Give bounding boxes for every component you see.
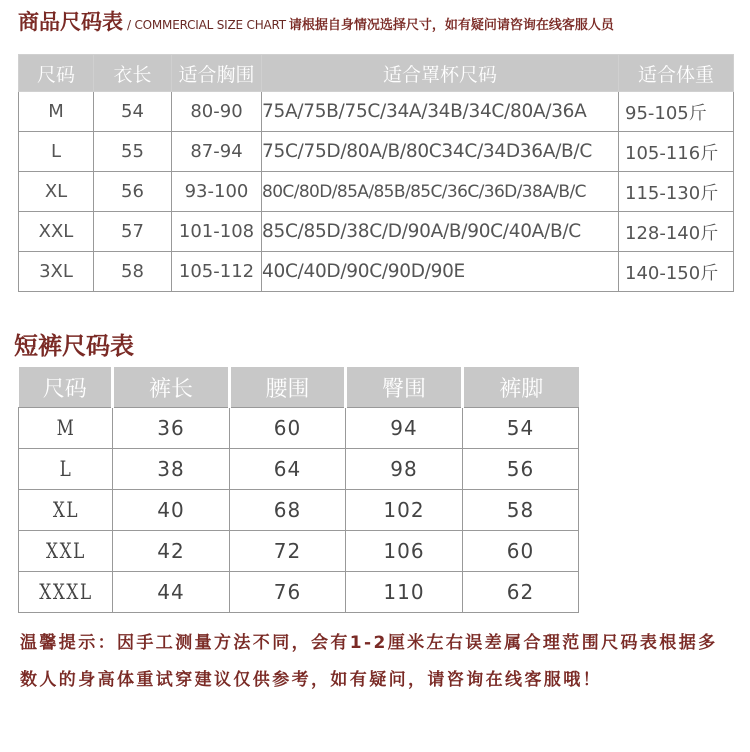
cell-size: XL — [19, 172, 94, 212]
cell-waist: 60 — [230, 408, 346, 449]
cell-weight: 105-116斤 — [619, 132, 734, 172]
cell-waist: 76 — [230, 572, 346, 613]
cell-leg-opening: 54 — [463, 408, 579, 449]
cell-leg-opening: 60 — [463, 531, 579, 572]
cell-size: XXXL — [28, 572, 103, 613]
cell-hip: 98 — [346, 449, 463, 490]
cell-waist: 72 — [230, 531, 346, 572]
header-size: 尺码 — [19, 55, 94, 92]
cell-hip: 106 — [346, 531, 463, 572]
table-row — [19, 172, 734, 212]
cell-pants-length: 42 — [113, 531, 230, 572]
table-row — [19, 408, 579, 449]
size-chart-heading — [18, 6, 614, 40]
table-row — [19, 132, 734, 172]
header-weight: 适合体重 — [619, 55, 734, 92]
shorts-table-header-row — [19, 367, 579, 408]
cell-cup-size: 80C/80D/85A/85B/85C/36C/36D/38A/B/C — [262, 172, 619, 212]
cell-leg-opening: 56 — [463, 449, 579, 490]
cell-bust: 87-94 — [172, 132, 262, 172]
cell-pants-length: 38 — [113, 449, 230, 490]
cell-size: XXL — [19, 212, 94, 252]
cell-weight: 95-105斤 — [619, 92, 734, 132]
cell-weight: 115-130斤 — [619, 172, 734, 212]
header-waist: 腰围 — [230, 367, 346, 408]
table-row — [19, 252, 734, 292]
cell-waist: 64 — [230, 449, 346, 490]
cell-size: M — [19, 92, 94, 132]
cell-cup-size: 75C/75D/80A/B/80C34C/34D36A/B/C — [262, 132, 619, 172]
top-size-table — [18, 54, 734, 292]
table-row — [19, 531, 579, 572]
cell-cup-size: 75A/75B/75C/34A/34B/34C/80A/36A — [262, 92, 619, 132]
table-row — [19, 572, 579, 613]
cell-hip: 94 — [346, 408, 463, 449]
header-size: 尺码 — [19, 367, 113, 408]
cell-hip: 110 — [346, 572, 463, 613]
cell-bust: 105-112 — [172, 252, 262, 292]
table-row — [19, 449, 579, 490]
header-length: 衣长 — [94, 55, 172, 92]
cell-pants-length: 36 — [113, 408, 230, 449]
cell-length: 57 — [94, 212, 172, 252]
cell-cup-size: 85C/85D/38C/D/90A/B/90C/40A/B/C — [262, 212, 619, 252]
cell-size: L — [19, 132, 94, 172]
cell-leg-opening: 58 — [463, 490, 579, 531]
shorts-size-chart-title: 短裤尺码表 — [14, 332, 134, 360]
size-chart-tagline: 请根据自身情况选择尺寸，如有疑问请咨询在线客服人员 — [288, 18, 614, 33]
cell-weight: 128-140斤 — [619, 212, 734, 252]
size-chart-title: 商品尺码表 — [18, 10, 123, 34]
measurement-note: 温馨提示：因手工测量方法不同，会有1-2厘米左右误差属合理范围尺码表根据多数人的身高体重试穿建议仅供参考，如有疑问，请咨询在线客服哦！ — [20, 633, 718, 690]
cell-size: L — [28, 449, 103, 490]
header-hip: 臀围 — [346, 367, 463, 408]
cell-size: XXL — [28, 531, 103, 572]
table-row — [19, 490, 579, 531]
header-pants-length: 裤长 — [113, 367, 230, 408]
cell-bust: 93-100 — [172, 172, 262, 212]
cell-waist: 68 — [230, 490, 346, 531]
cell-pants-length: 44 — [113, 572, 230, 613]
cell-size: 3XL — [19, 252, 94, 292]
cell-size: XL — [28, 490, 103, 531]
size-chart-subtitle: / COMMERCIAL SIZE CHART — [127, 18, 286, 32]
cell-weight: 140-150斤 — [619, 252, 734, 292]
cell-bust: 80-90 — [172, 92, 262, 132]
header-cup-size: 适合罩杯尺码 — [262, 55, 619, 92]
top-table-header-row — [19, 55, 734, 92]
header-bust: 适合胸围 — [172, 55, 262, 92]
cell-length: 54 — [94, 92, 172, 132]
table-row — [19, 212, 734, 252]
cell-length: 55 — [94, 132, 172, 172]
shorts-size-table — [18, 367, 579, 613]
cell-length: 56 — [94, 172, 172, 212]
cell-size: M — [28, 408, 103, 449]
cell-leg-opening: 62 — [463, 572, 579, 613]
cell-length: 58 — [94, 252, 172, 292]
cell-pants-length: 40 — [113, 490, 230, 531]
table-row — [19, 92, 734, 132]
cell-bust: 101-108 — [172, 212, 262, 252]
header-leg-opening: 裤脚 — [463, 367, 579, 408]
cell-hip: 102 — [346, 490, 463, 531]
cell-cup-size: 40C/40D/90C/90D/90E — [262, 252, 619, 292]
